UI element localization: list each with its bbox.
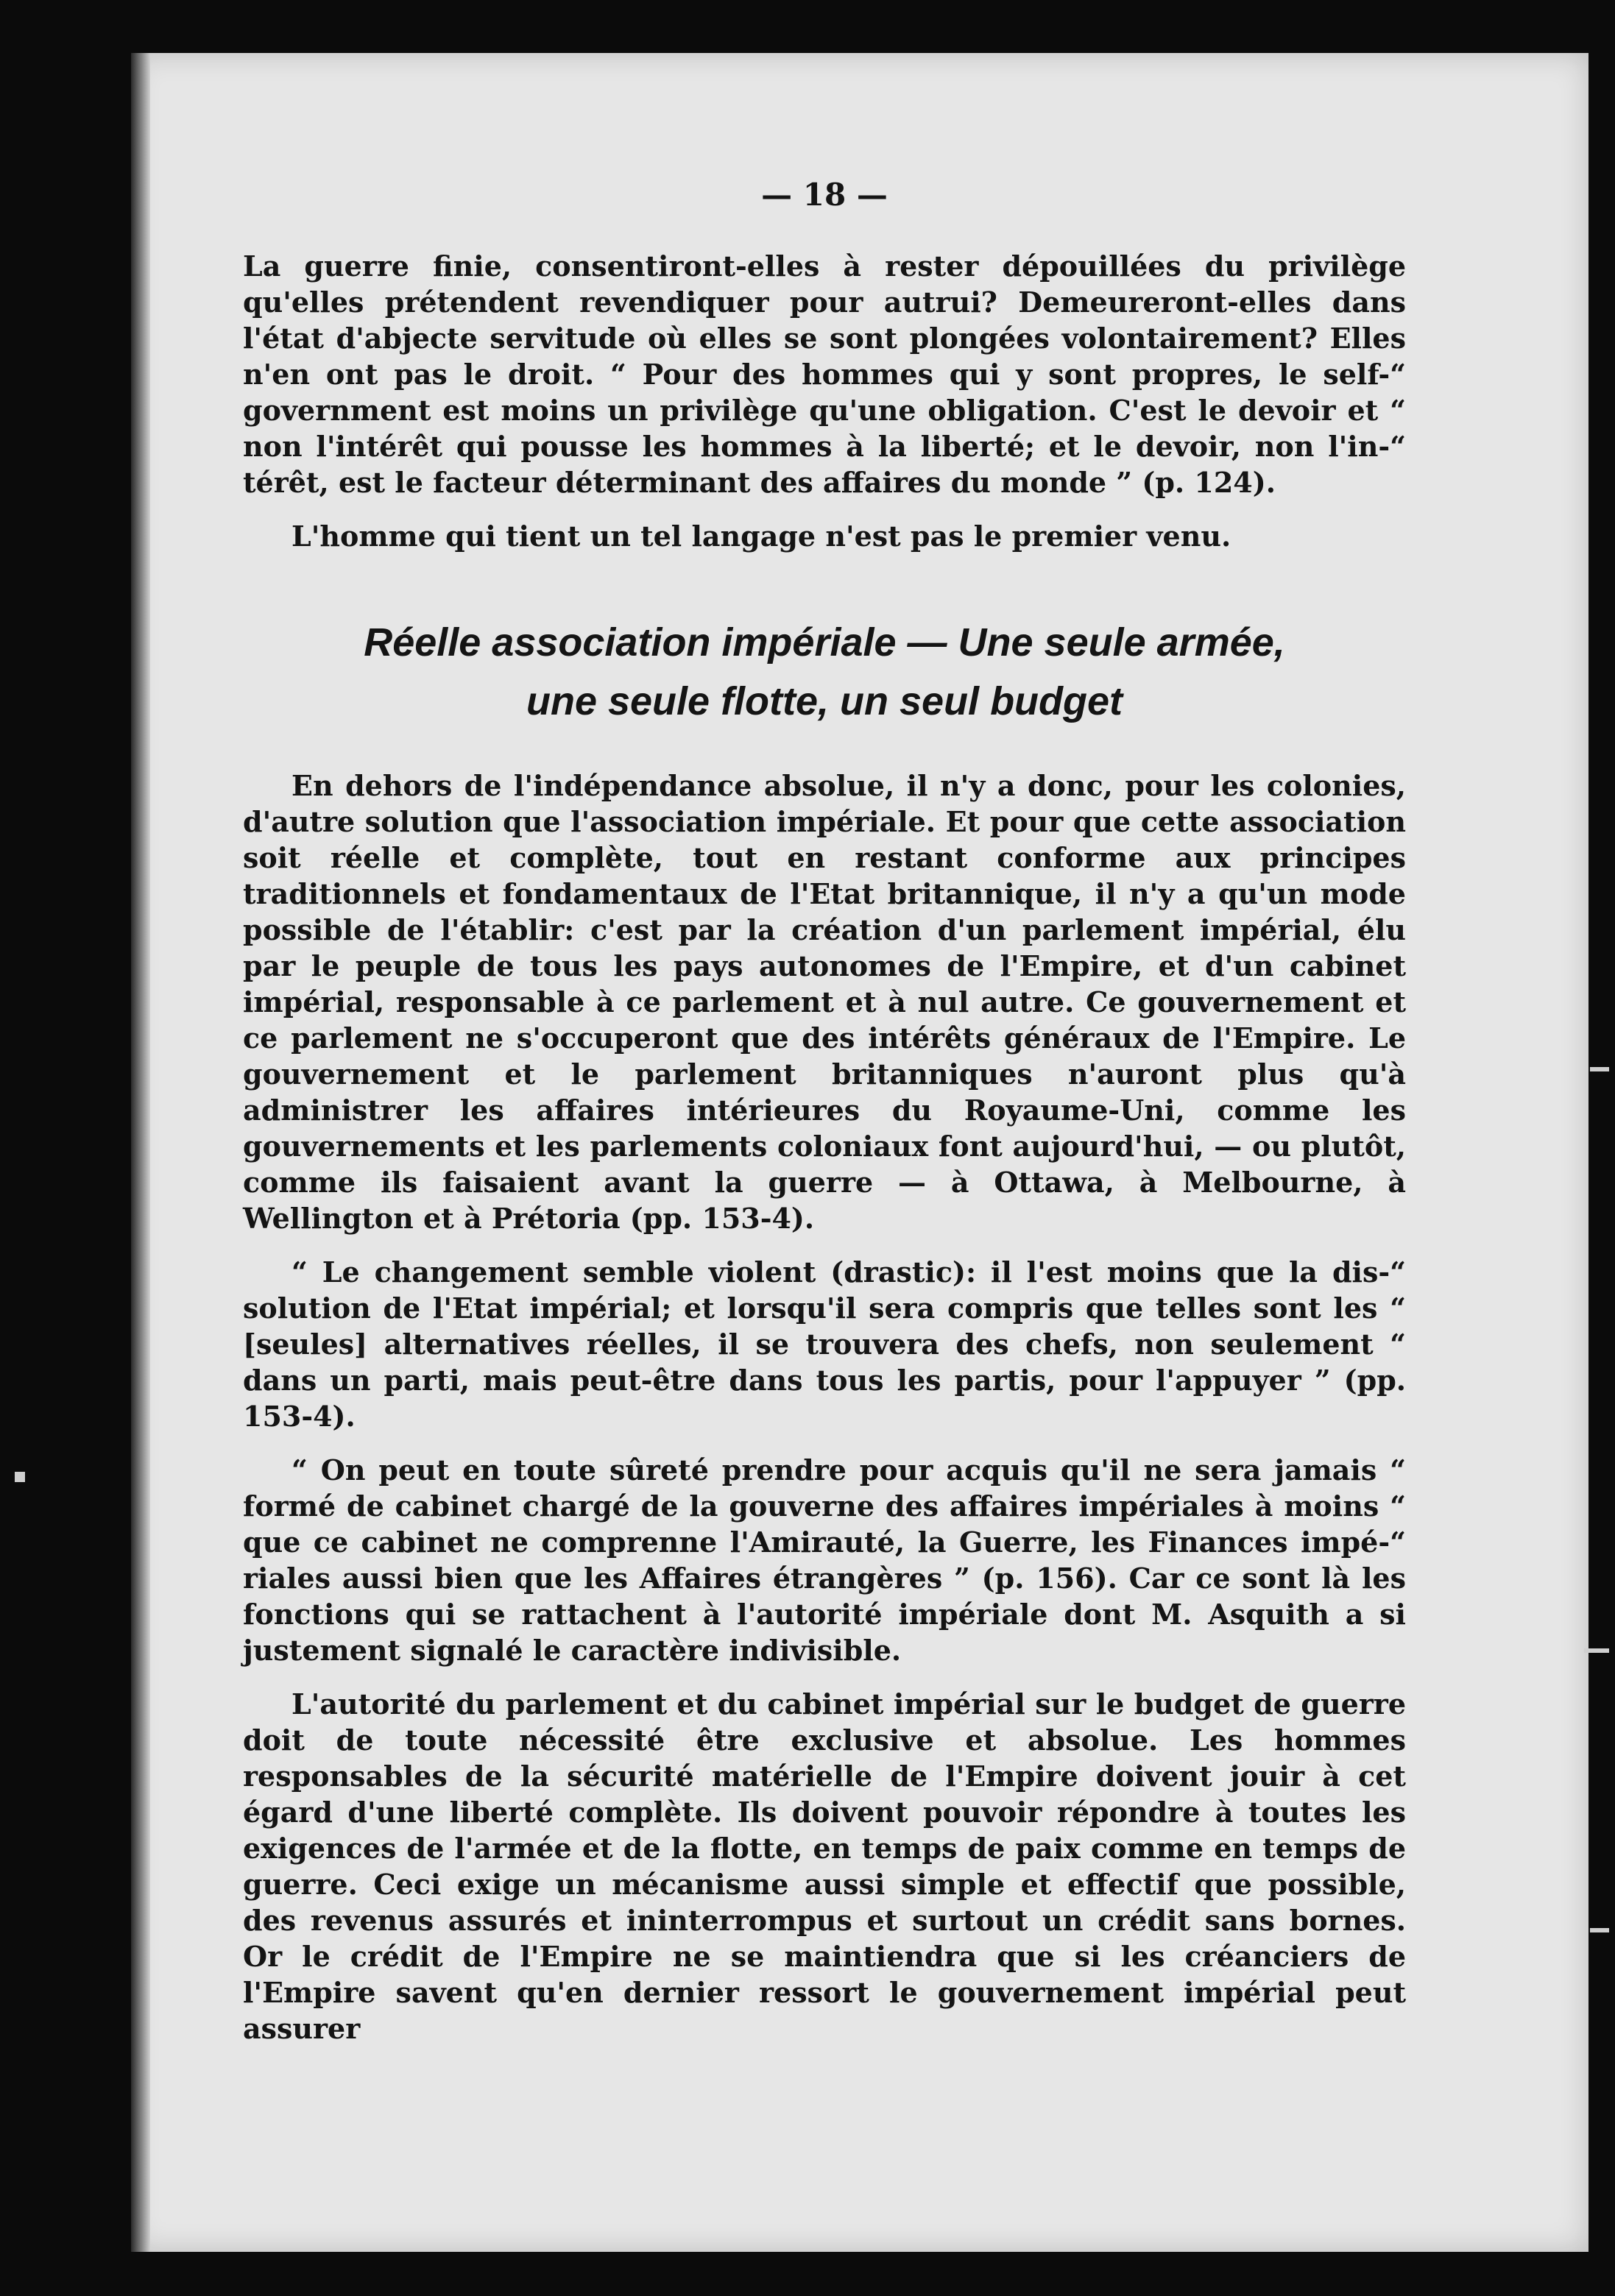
paragraph-2: L'homme qui tient un tel langage n'est pas le premier venu. — [291, 520, 1231, 553]
paragraph-4: “ Le changement semble violent (drastic): il l'est moins que la dis-“ solution de l'Etat impérial; et lorsqu'il sera compris que telles sont les “ [seules] alternatives réelles, il se trouvera des chefs, non seulement “ dans un parti, mais peut-être dans tous les partis, pour l'appuyer ” (pp. 153-4). — [243, 1255, 1406, 1433]
paragraph-6: L'autorité du parlement et du cabinet impérial sur le budget de guerre doit de toute nécessité être exclusive et absolue. Les hommes responsables de la sécurité matérielle de l'Empire doivent jouir à cet égard d'une liberté complète. Ils doivent pouvoir répondre à toutes les exigences de l'armée et de la flotte, en temps de paix comme en temps de guerre. Ceci exige un mécanisme aussi simple et effectif que possible, des revenus assurés et ininterrompus et surtout un crédit sans bornes. Or le crédit de l'Empire ne se maintiendra que si les créanciers de l'Empire savent qu'en dernier ressort le gouvernement impérial peut assurer — [243, 1687, 1406, 2045]
page-number: — 18 — — [761, 177, 888, 213]
paragraph-1: La guerre finie, consentiront-elles à rester dépouillées du privilège qu'elles prétendent revendiquer pour autrui? Demeureront-elles dans l'état d'abjecte servitude où elles se sont plongées volontairement? Elles n'en ont pas le droit. “ Pour des hommes qui y sont propres, le self-“ government est moins un privilège qu'une obligation. C'est le devoir et “ non l'intérêt qui pousse les hommes à la liberté; et le devoir, non l'in-“ térêt, est le facteur déterminant des affaires du monde ” (p. 124). — [243, 249, 1406, 499]
scan-speck — [15, 1472, 25, 1482]
scan-speck — [1590, 1067, 1609, 1071]
section-heading-line-1: Réelle association impériale — Une seule armée, — [364, 620, 1285, 665]
scan-speck — [1584, 1648, 1609, 1653]
page-binding-edge — [131, 53, 150, 2252]
page-content — [243, 177, 1406, 2047]
scan-speck — [1590, 1928, 1609, 1932]
section-heading — [243, 613, 1406, 731]
paragraph-5: “ On peut en toute sûreté prendre pour acquis qu'il ne sera jamais “ formé de cabinet chargé de la gouverne des affaires impériales à moins “ que ce cabinet ne comprenne l'Amirauté, la Guerre, les Finances impé-“ riales aussi bien que les Affaires étrangères ” (p. 156). Car ce sont là les fonctions qui se rattachent à l'autorité impériale dont M. Asquith a si justement signalé le caractère indivisible. — [243, 1453, 1406, 1667]
section-heading-line-2: une seule flotte, un seul budget — [526, 679, 1123, 723]
paragraph-3: En dehors de l'indépendance absolue, il n'y a donc, pour les colonies, d'autre solution que l'association impériale. Et pour que cette association soit réelle et complète, tout en restant conforme aux principes traditionnels et fondamentaux de l'Etat britannique, il n'y a qu'un mode possible de l'établir: c'est par la création d'un parlement impérial, élu par le peuple de tous les pays autonomes de l'Empire, et d'un cabinet impérial, responsable à ce parlement et à nul autre. Ce gouvernement et ce parlement ne s'occuperont que des intérêts généraux de l'Empire. Le gouvernement et le parlement britanniques n'auront plus qu'à administrer les affaires intérieures du Royaume-Uni, comme les gouvernements et les parlements coloniaux font aujourd'hui, — ou plutôt, comme ils faisaient avant la guerre — à Ottawa, à Melbourne, à Wellington et à Prétoria (pp. 153-4). — [243, 769, 1406, 1235]
